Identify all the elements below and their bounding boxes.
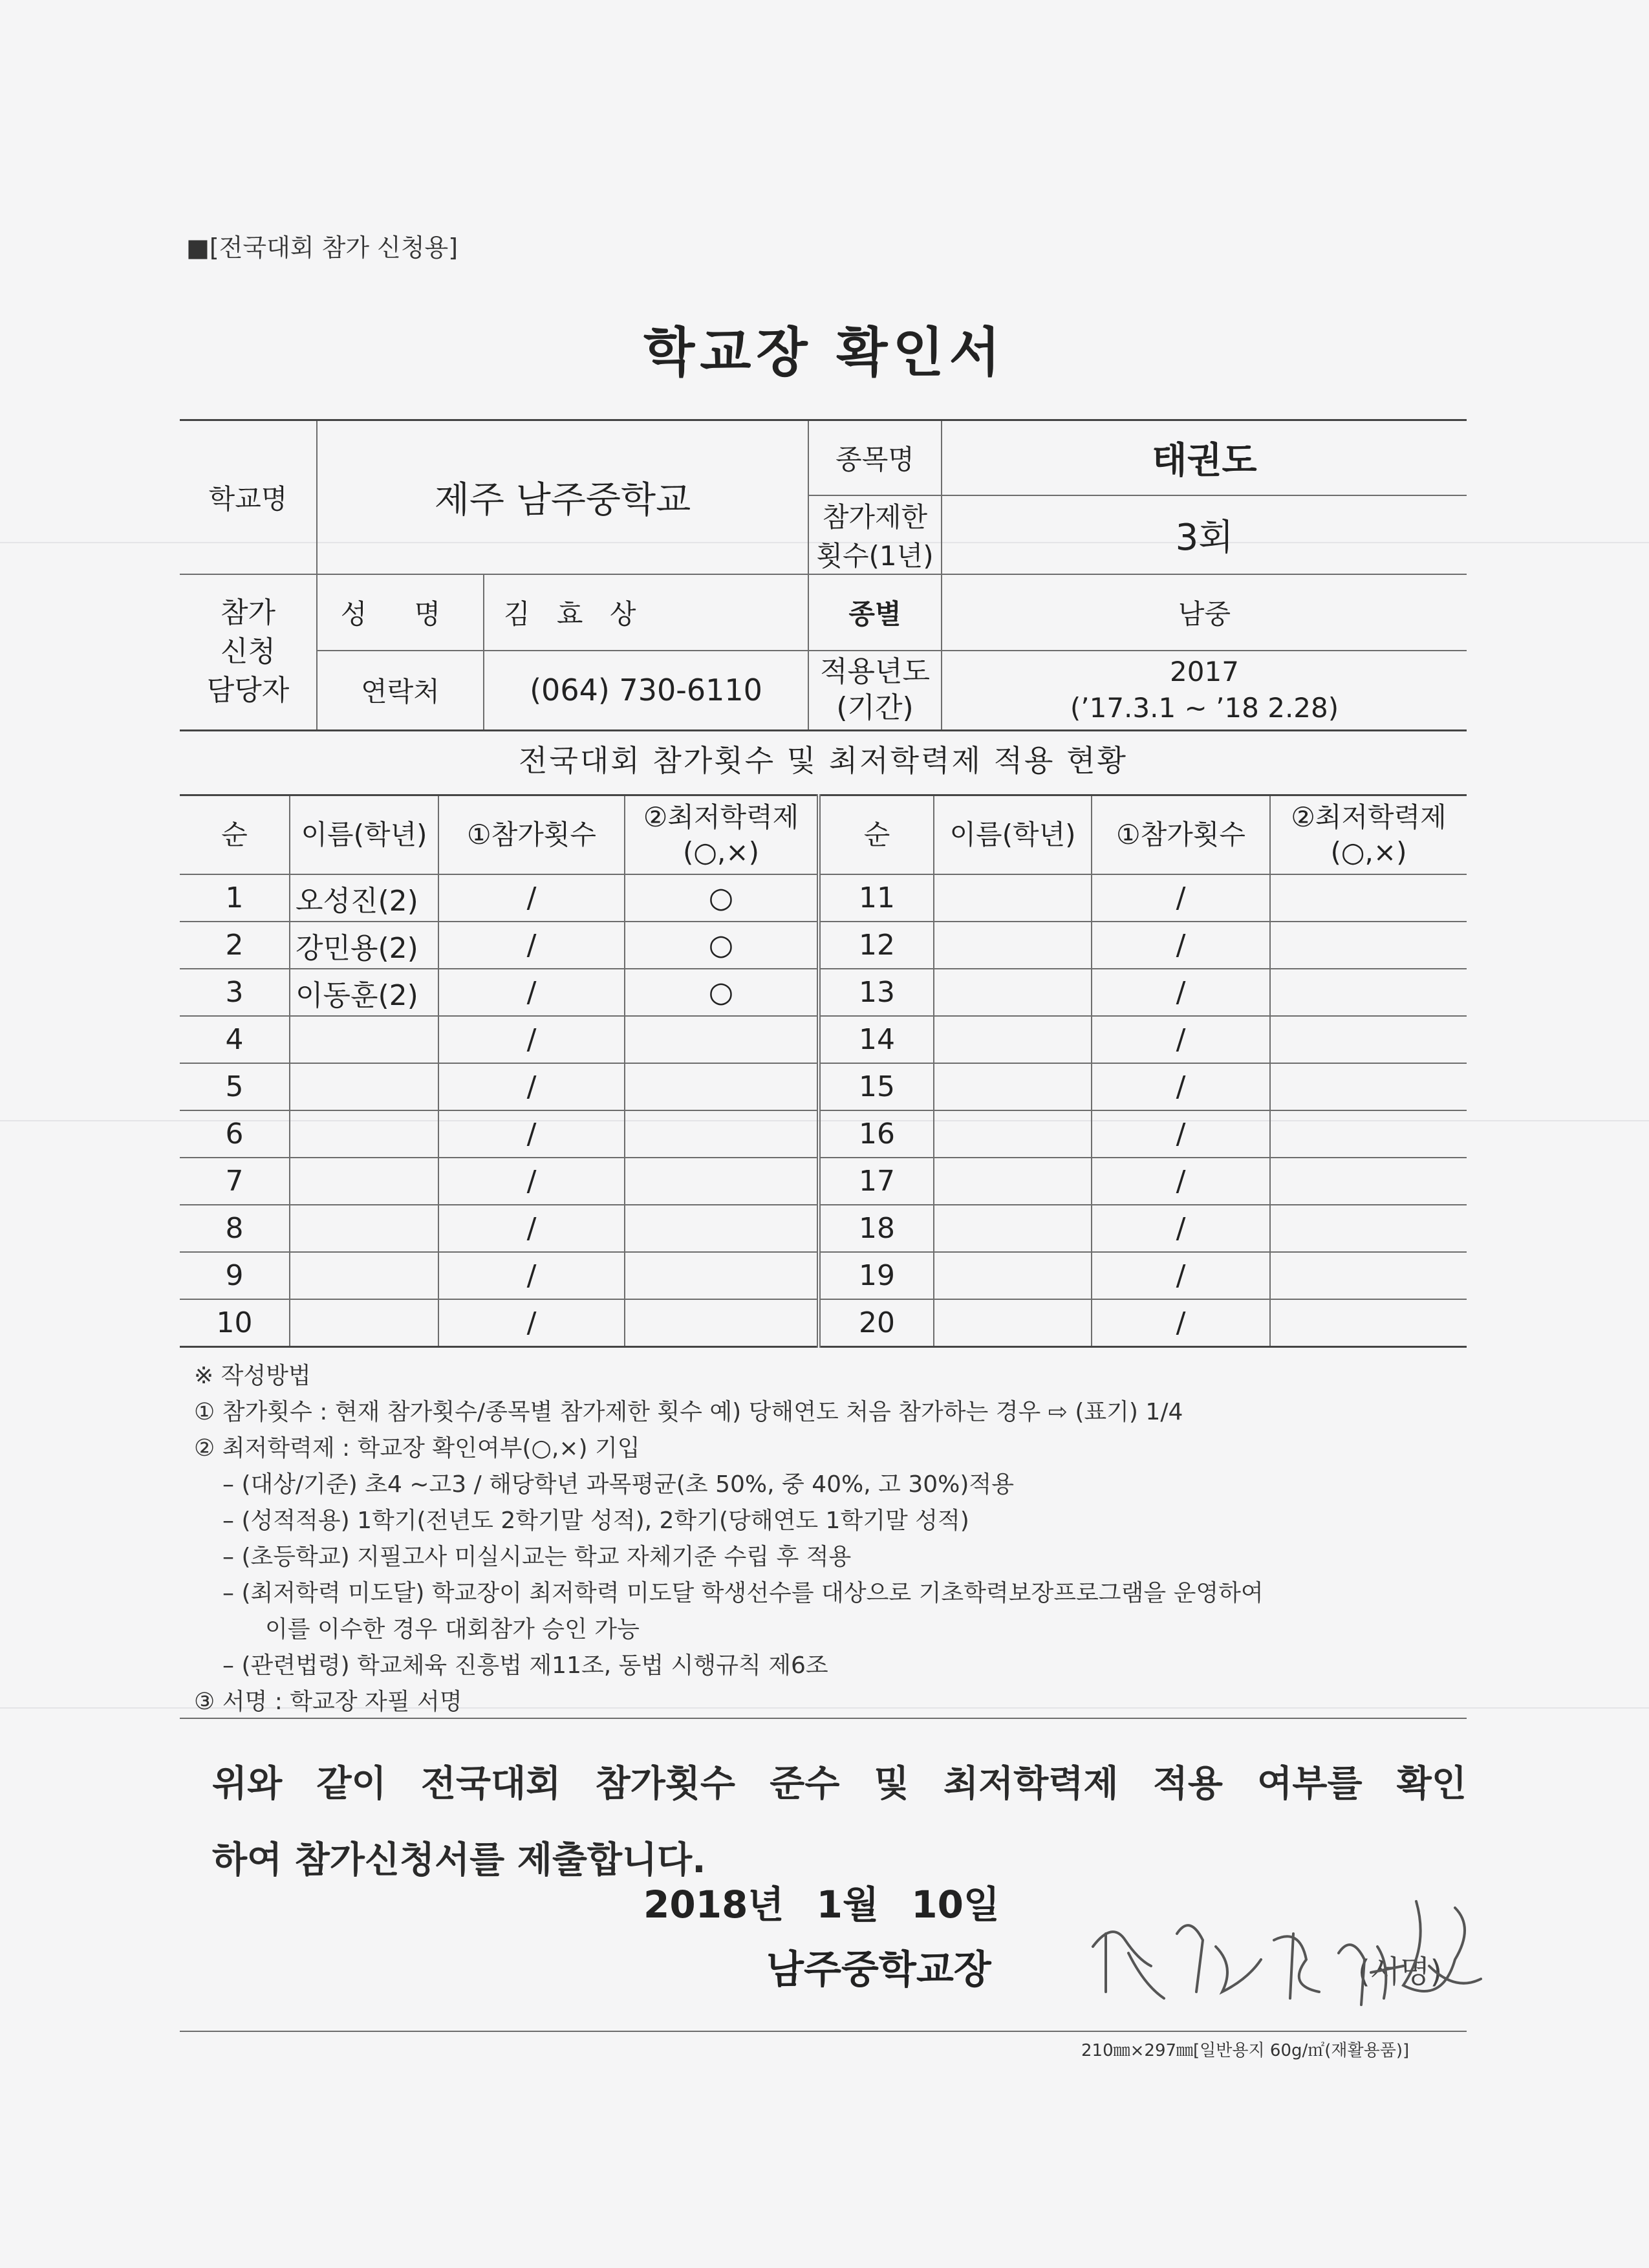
col-no-2: 순 (819, 795, 934, 875)
divider (180, 1718, 1467, 1719)
row-number-2: 19 (819, 1252, 934, 1299)
row-min: ○ (625, 969, 819, 1016)
row-min-2 (1270, 1110, 1467, 1158)
note-2e: – (관련법령) 학교체육 진흥법 제11조, 동법 시행규칙 제6조 (222, 1652, 828, 1679)
col-name: 이름(학년) (290, 795, 438, 875)
row-number-2: 16 (819, 1110, 934, 1158)
row-count-2: / (1092, 922, 1270, 969)
footer-rule (180, 2031, 1467, 2032)
row-count-2: / (1092, 874, 1270, 922)
row-count: / (438, 1252, 625, 1299)
row-count-2: / (1092, 969, 1270, 1016)
row-number: 10 (180, 1299, 290, 1347)
row-min (625, 1063, 819, 1110)
note-2a: – (대상/기준) 초4 ~고3 / 해당학년 과목평균(초 50%, 중 40%, 고 30%)적용 (222, 1471, 1014, 1498)
period-year: 2017 (1170, 656, 1239, 688)
row-min: ○ (625, 922, 819, 969)
note-2d-cont: 이를 이수한 경우 대회참가 승인 가능 (265, 1616, 640, 1643)
handwritten-signature (1067, 1869, 1507, 2024)
name-value: 김 효 상 (484, 574, 808, 651)
row-count: / (438, 922, 625, 969)
row-count: / (438, 1205, 625, 1252)
row-min-2 (1270, 1158, 1467, 1205)
row-count: / (438, 1016, 625, 1063)
instructions (194, 1358, 1264, 1720)
row-name-2 (934, 1110, 1092, 1158)
instructions-heading: ※ 작성방법 (194, 1363, 311, 1389)
row-count: / (438, 1063, 625, 1110)
row-number-2: 20 (819, 1299, 934, 1347)
col-min-2-line2: (○,×) (1330, 836, 1407, 868)
row-min (625, 1299, 819, 1347)
limit-label (808, 495, 942, 574)
period-label-line2: (기간) (836, 691, 914, 725)
row-min-2 (1270, 1299, 1467, 1347)
row-number: 2 (180, 922, 290, 969)
row-name-2 (934, 1158, 1092, 1205)
row-number-2: 12 (819, 922, 934, 969)
row-count: / (438, 1158, 625, 1205)
row-count-2: / (1092, 1110, 1270, 1158)
row-number: 9 (180, 1252, 290, 1299)
name-label: 성 명 (317, 574, 484, 651)
row-count: / (438, 1299, 625, 1347)
row-count-2: / (1092, 1158, 1270, 1205)
row-number-2: 11 (819, 874, 934, 922)
info-table (180, 419, 1467, 731)
row-min-2 (1270, 1252, 1467, 1299)
row-number: 3 (180, 969, 290, 1016)
table-row (180, 1252, 1467, 1299)
col-name-2: 이름(학년) (934, 795, 1092, 875)
row-name-2 (934, 1016, 1092, 1063)
note-3: ③ 서명 : 학교장 자필 서명 (194, 1689, 462, 1715)
contact-label-line1: 참가 (220, 596, 275, 630)
row-min (625, 1252, 819, 1299)
row-count: / (438, 969, 625, 1016)
row-min-2 (1270, 969, 1467, 1016)
row-number: 1 (180, 874, 290, 922)
row-name-2 (934, 1299, 1092, 1347)
row-name (290, 1158, 438, 1205)
note-2b: – (성적적용) 1학기(전년도 2학기말 성적), 2학기(당해연도 1학기말 성적) (222, 1507, 969, 1534)
row-count: / (438, 1110, 625, 1158)
sport-label: 종목명 (808, 420, 942, 495)
table-row (180, 1205, 1467, 1252)
period-label-line1: 적용년도 (819, 655, 930, 689)
row-name: 오성진(2) (290, 874, 438, 922)
row-name-2 (934, 1205, 1092, 1252)
row-name (290, 1252, 438, 1299)
table-row (180, 1299, 1467, 1347)
table-row (180, 969, 1467, 1016)
col-min-2-line1: ②최저학력제 (1291, 801, 1447, 833)
row-number-2: 18 (819, 1205, 934, 1252)
phone-label: 연락처 (317, 651, 484, 731)
col-min-line2: (○,×) (683, 836, 759, 868)
row-min: ○ (625, 874, 819, 922)
col-count: ①참가횟수 (438, 795, 625, 875)
contact-label-line3: 담당자 (206, 674, 290, 707)
table-row (180, 1016, 1467, 1063)
row-name (290, 1205, 438, 1252)
row-name-2 (934, 1063, 1092, 1110)
row-min-2 (1270, 874, 1467, 922)
phone-value: (064) 730-6110 (484, 651, 808, 731)
period-label (808, 651, 942, 731)
row-name (290, 1110, 438, 1158)
table-row (180, 1158, 1467, 1205)
row-name: 강민용(2) (290, 922, 438, 969)
table-row (180, 874, 1467, 922)
row-name: 이동훈(2) (290, 969, 438, 1016)
row-number-2: 14 (819, 1016, 934, 1063)
row-number: 5 (180, 1063, 290, 1110)
period-range: (’17.3.1 ~ ’18 2.28) (1070, 692, 1339, 724)
table-row (180, 1110, 1467, 1158)
note-2d: – (최저학력 미도달) 학교장이 최저학력 미도달 학생선수를 대상으로 기초학력보장프로그램을 운영하여 (222, 1580, 1264, 1606)
col-min (625, 795, 819, 875)
date: 2018년 1월 10일 (643, 1883, 1000, 1927)
row-number: 7 (180, 1158, 290, 1205)
status-rows (180, 874, 1467, 1347)
note-2c: – (초등학교) 지필고사 미실시교는 학교 자체기준 수립 후 적용 (222, 1544, 852, 1570)
row-count-2: / (1092, 1016, 1270, 1063)
table-row (180, 1063, 1467, 1110)
row-name-2 (934, 874, 1092, 922)
declaration-line2: 하여 참가신청서를 제출합니다. (212, 1839, 706, 1881)
row-name (290, 1063, 438, 1110)
school-value: 제주 남주중학교 (317, 420, 808, 574)
row-min (625, 1110, 819, 1158)
row-min-2 (1270, 922, 1467, 969)
row-name-2 (934, 969, 1092, 1016)
row-name (290, 1299, 438, 1347)
row-count-2: / (1092, 1252, 1270, 1299)
category-value: 남중 (942, 574, 1467, 651)
row-min-2 (1270, 1016, 1467, 1063)
note-1: ① 참가횟수 : 현재 참가횟수/종목별 참가제한 횟수 예) 당해연도 처음 참가하는 경우 ⇨ (표기) 1/4 (194, 1399, 1183, 1425)
col-min-line1: ②최저학력제 (643, 801, 799, 833)
status-table (180, 794, 1467, 1348)
row-min (625, 1158, 819, 1205)
sport-value: 태권도 (942, 420, 1467, 495)
limit-label-line2: 횟수(1년) (816, 539, 934, 572)
page-title: 학교장 확인서 (643, 322, 1006, 383)
row-name-2 (934, 922, 1092, 969)
limit-label-line1: 참가제한 (822, 501, 928, 533)
category-label: 종별 (808, 574, 942, 651)
row-name-2 (934, 1252, 1092, 1299)
contact-label (180, 574, 317, 731)
row-number: 4 (180, 1016, 290, 1063)
period-value (942, 651, 1467, 731)
row-count-2: / (1092, 1063, 1270, 1110)
row-number: 8 (180, 1205, 290, 1252)
row-number: 6 (180, 1110, 290, 1158)
contact-label-line2: 신청 (220, 635, 275, 669)
row-count: / (438, 874, 625, 922)
row-min-2 (1270, 1205, 1467, 1252)
limit-value: 3회 (942, 495, 1467, 574)
row-min (625, 1205, 819, 1252)
row-number-2: 15 (819, 1063, 934, 1110)
row-count-2: / (1092, 1299, 1270, 1347)
row-number-2: 13 (819, 969, 934, 1016)
status-subtitle: 전국대회 참가횟수 및 최저학력제 적용 현황 (519, 743, 1128, 778)
principal-title: 남주중학교장 (766, 1947, 991, 1993)
form-tag: ■[전국대회 참가 신청용] (186, 233, 458, 262)
row-min-2 (1270, 1063, 1467, 1110)
row-number-2: 17 (819, 1158, 934, 1205)
col-count-2: ①참가횟수 (1092, 795, 1270, 875)
signature-label: (서명) (1358, 1954, 1443, 1990)
row-min (625, 1016, 819, 1063)
col-min-2 (1270, 795, 1467, 875)
school-label: 학교명 (180, 420, 317, 574)
row-name (290, 1016, 438, 1063)
row-count-2: / (1092, 1205, 1270, 1252)
paper-spec: 210㎜×297㎜[일반용지 60g/㎡(재활용품)] (1081, 2041, 1410, 2060)
note-2: ② 최저학력제 : 학교장 확인여부(○,×) 기입 (194, 1435, 640, 1462)
table-row (180, 922, 1467, 969)
declaration-line1: 위와 같이 전국대회 참가횟수 준수 및 최저학력제 적용 여부를 확인 (212, 1763, 1467, 1805)
col-no: 순 (180, 795, 290, 875)
